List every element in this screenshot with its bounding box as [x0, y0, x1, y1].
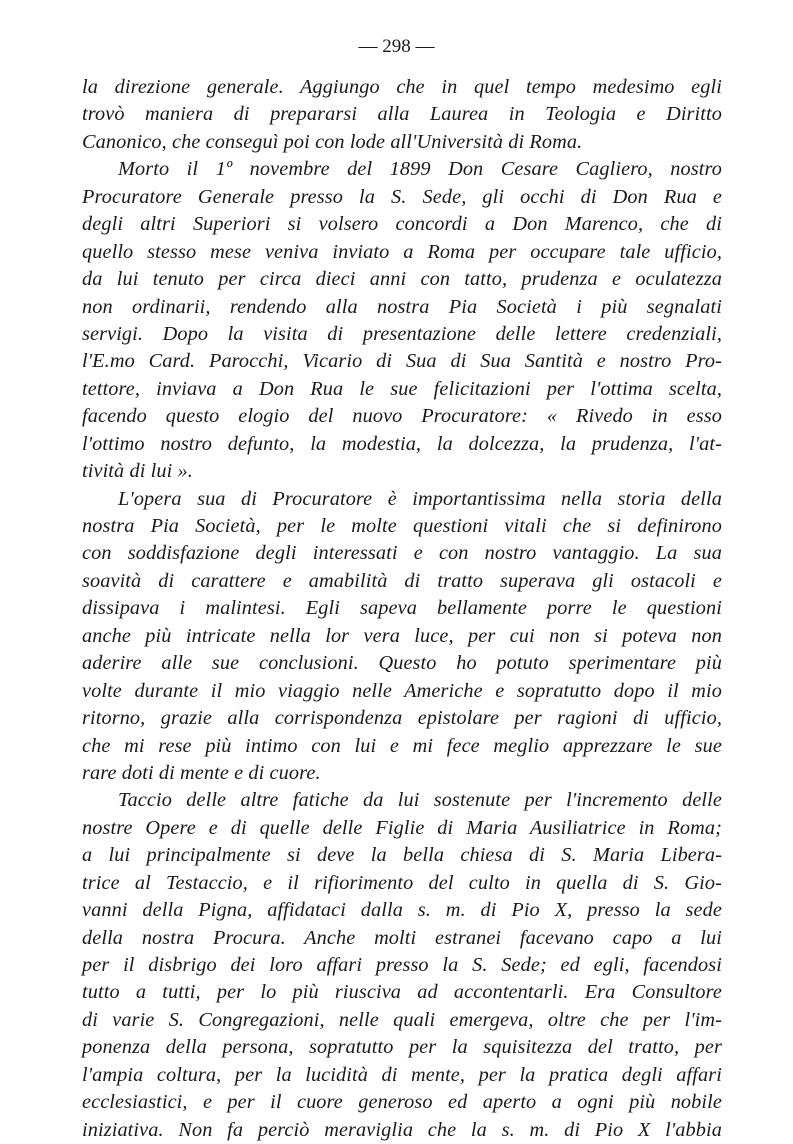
text-line: la direzione generale. Aggiungo che in quel tempo medesimo egli	[82, 76, 722, 98]
text-line: anche più intricate nella lor vera luce, per cui non si poteva non	[82, 624, 722, 647]
text-line: ponenza della persona, sopratutto per la squisitezza del tratto, per	[82, 1036, 722, 1059]
paragraph	[82, 156, 722, 485]
text-line: iniziativa. Non fa perciò meraviglia che la s. m. di Pio X l'abbia	[82, 1118, 722, 1141]
text-line: a lui principalmente si deve la bella chiesa di S. Maria Libera-	[82, 844, 722, 867]
text-line: ritorno, grazie alla corrispondenza epistolare per ragioni di ufficio,	[82, 707, 722, 730]
text-line: della nostra Procura. Anche molti estranei facevano capo a lui	[82, 926, 722, 949]
text-line: degli altri Superiori si volsero concordi a Don Marenco, che di	[82, 213, 722, 236]
paragraph	[82, 787, 722, 1144]
text-line: con soddisfazione degli interessati e con nostro vantaggio. La sua	[82, 542, 722, 565]
text-line: aderire alle sue conclusioni. Questo ho potuto sperimentare più	[82, 652, 722, 675]
text-line: Procuratore Generale presso la S. Sede, gli occhi di Don Rua e	[82, 185, 722, 208]
text-line: vanni della Pigna, affidataci dalla s. m. di Pio X, presso la sede	[82, 899, 722, 922]
body-text	[82, 74, 722, 1144]
text-line: facendo questo elogio del nuovo Procuratore: « Rivedo in esso	[82, 405, 722, 428]
text-line: da lui tenuto per circa dieci anni con tatto, prudenza e oculatezza	[82, 268, 722, 291]
text-line: tettore, inviava a Don Rua le sue felicitazioni per l'ottima scelta,	[82, 377, 722, 400]
text-line: l'ampia coltura, per la lucidità di mente, per la pratica degli affari	[82, 1063, 722, 1086]
text-line: trice al Testaccio, e il rifiorimento del culto in quella di S. Gio-	[82, 871, 722, 894]
paragraph	[82, 486, 722, 788]
text-line: L'opera sua di Procuratore è importantissima nella storia della	[118, 487, 722, 510]
text-line: Taccio delle altre fatiche da lui sostenute per l'incremento delle	[118, 789, 722, 812]
text-line: tutto a tutti, per lo più riusciva ad accontentarli. Era Consultore	[82, 981, 722, 1004]
text-line: trovò maniera di prepararsi alla Laurea in Teologia e Diritto	[82, 103, 722, 126]
text-line: nostre Opere e di quelle delle Figlie di Maria Ausiliatrice in Roma;	[82, 816, 722, 839]
text-line: l'E.mo Card. Parocchi, Vicario di Sua di Sua Santità e nostro Pro-	[82, 350, 722, 373]
text-line: Morto il 1º novembre del 1899 Don Cesare Cagliero, nostro	[118, 158, 722, 181]
text-line: l'ottimo nostro defunto, la modestia, la dolcezza, la prudenza, l'at-	[82, 432, 722, 455]
text-line: nostra Pia Società, per le molte questioni vitali che si definirono	[82, 515, 722, 537]
text-line: quello stesso mese veniva inviato a Roma per occupare tale ufficio,	[82, 240, 722, 263]
page-number: — 298 —	[358, 36, 435, 57]
text-line: volte durante il mio viaggio nelle Americhe e sopratutto dopo il mio	[82, 679, 722, 702]
text-line: servigi. Dopo la visita di presentazione delle lettere credenziali,	[82, 322, 722, 345]
text-line: ecclesiastici, e per il cuore generoso ed aperto a ogni più nobile	[82, 1091, 722, 1114]
text-line: Canonico, che conseguì poi con lode all'Università di Roma.	[82, 130, 583, 153]
text-line: non ordinarii, rendendo alla nostra Pia Società i più segnalati	[82, 295, 722, 318]
text-line: tività di lui ».	[82, 460, 193, 483]
paragraph	[82, 74, 722, 156]
text-line: dissipava i malintesi. Egli sapeva bellamente porre le questioni	[82, 597, 722, 620]
text-line: di varie S. Congregazioni, nelle quali emergeva, oltre che per l'im-	[82, 1008, 722, 1031]
text-line: che mi rese più intimo con lui e mi fece meglio apprezzare le sue	[82, 734, 722, 757]
text-line: rare doti di mente e di cuore.	[82, 761, 321, 784]
text-line: soavità di carattere e amabilità di tratto superava gli ostacoli e	[82, 569, 722, 592]
text-line: per il disbrigo dei loro affari presso la S. Sede; ed egli, facendosi	[82, 954, 722, 976]
